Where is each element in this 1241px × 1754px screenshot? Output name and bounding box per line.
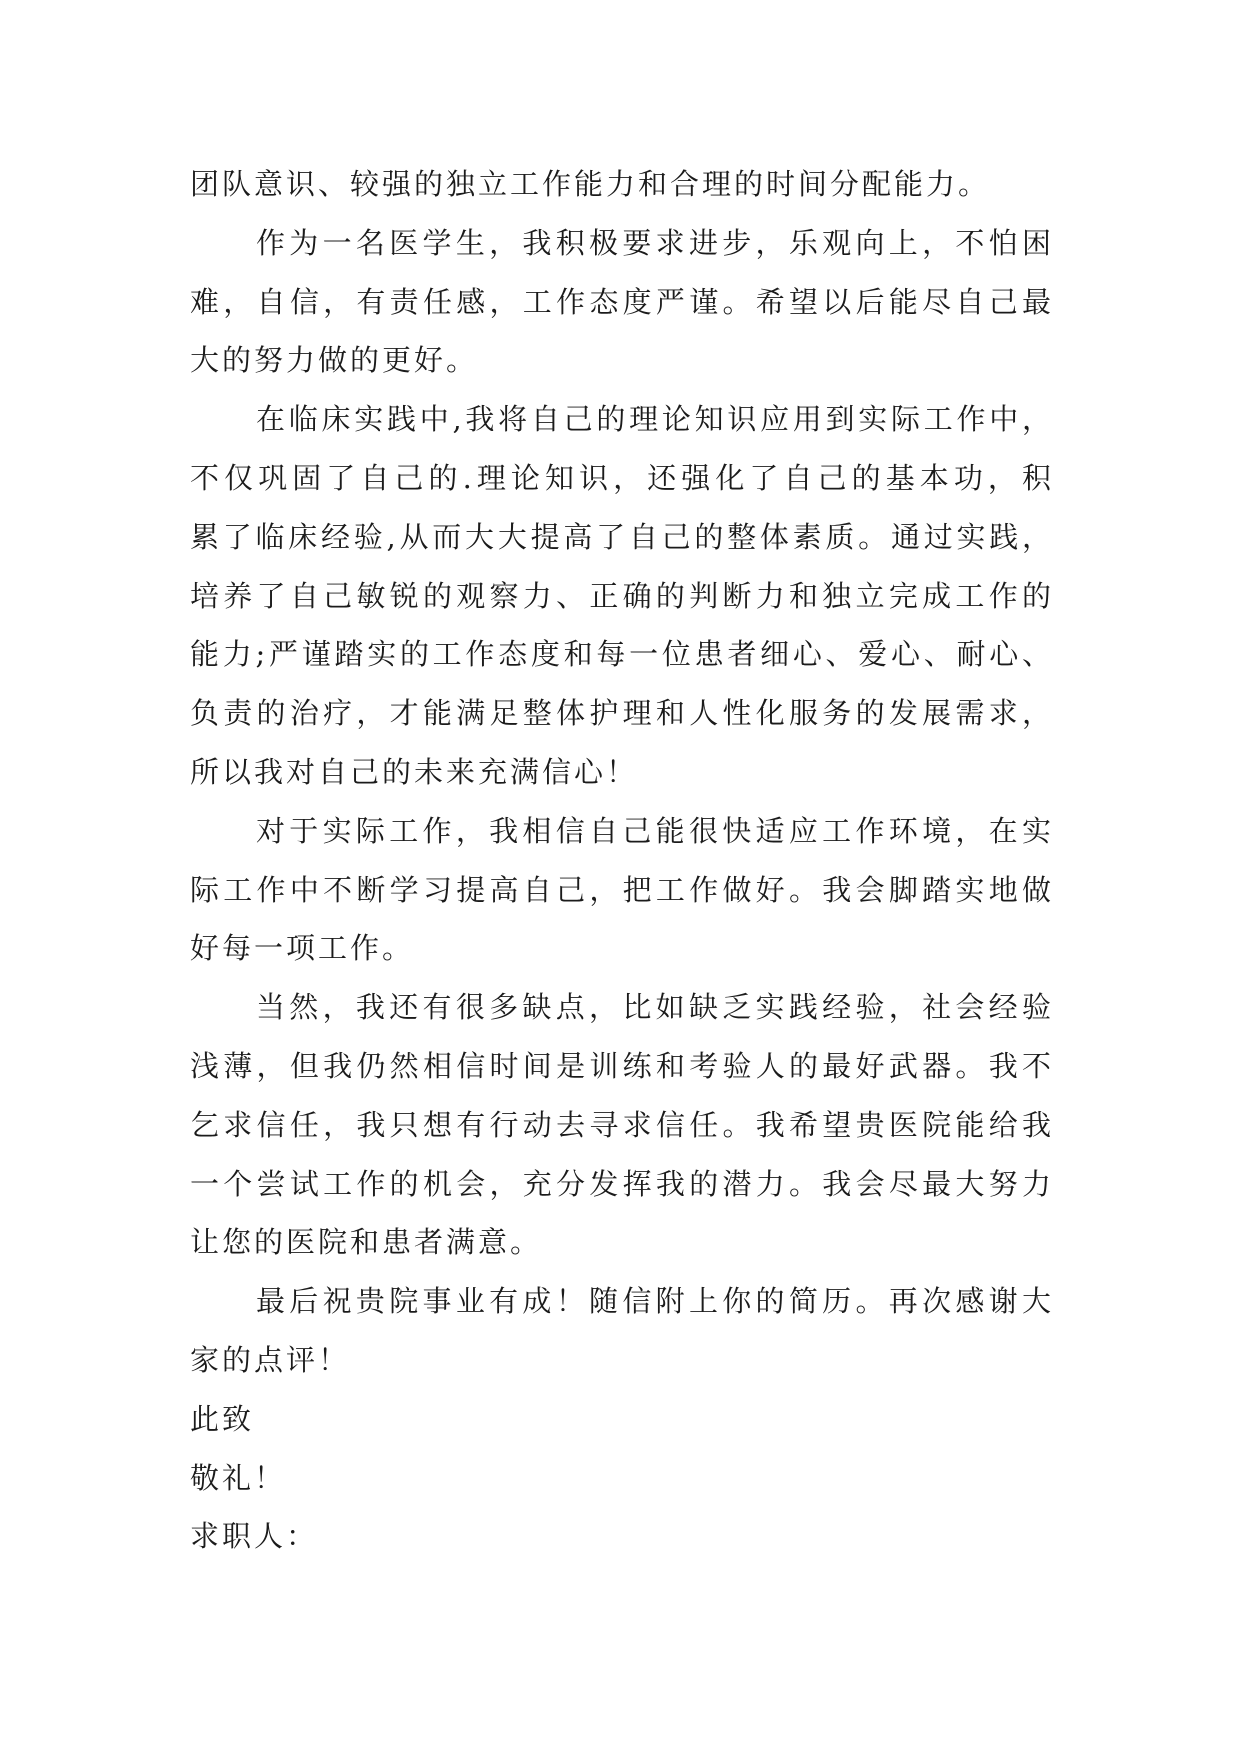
paragraph-work-attitude xyxy=(190,802,1054,978)
text-line: 团队意识、较强的独立工作能力和合理的时间分配能力。 xyxy=(190,167,991,201)
paragraph-clinical-practice xyxy=(190,390,1054,802)
text-line: 当然，我还有很多缺点，比如缺乏实践经验，社会经验 xyxy=(256,990,1054,1025)
text-line: 累了临床经验,从而大大提高了自己的整体素质。通过实践， xyxy=(190,519,1054,554)
text-line: 家的点评！ xyxy=(190,1342,351,1377)
text-line: 能力;严谨踏实的工作态度和每一位患者细心、爱心、耐心、 xyxy=(190,637,1054,672)
paragraph-self-assessment xyxy=(190,214,1054,390)
text-line: 培养了自己敏锐的观察力、正确的判断力和独立完成工作的 xyxy=(190,578,1054,613)
text-line: 不仅巩固了自己的.理论知识，还强化了自己的基本功，积 xyxy=(190,460,1054,495)
text-line: 作为一名医学生，我积极要求进步，乐观向上，不怕困 xyxy=(256,225,1054,260)
closing-regards: 敬礼！ xyxy=(190,1460,287,1495)
text-line: 让您的医院和患者满意。 xyxy=(190,1225,543,1260)
text-line: 在临床实践中,我将自己的理论知识应用到实际工作中， xyxy=(256,402,1054,437)
paragraph-continuation xyxy=(190,155,1054,214)
letter-body xyxy=(190,155,1054,1566)
text-line: 负责的治疗，才能满足整体护理和人性化服务的发展需求， xyxy=(190,696,1054,731)
text-line: 最后祝贵院事业有成！随信附上你的简历。再次感谢大 xyxy=(256,1284,1054,1319)
text-line: 大的努力做的更好。 xyxy=(190,343,479,378)
text-line: 际工作中不断学习提高自己，把工作做好。我会脚踏实地做 xyxy=(190,872,1054,907)
signature-label: 求职人： xyxy=(190,1519,319,1554)
paragraph-closing-wishes xyxy=(190,1272,1054,1390)
text-line: 对于实际工作，我相信自己能很快适应工作环境，在实 xyxy=(256,813,1054,848)
text-line: 一个尝试工作的机会，充分发挥我的潜力。我会尽最大努力 xyxy=(190,1166,1054,1201)
text-line: 所以我对自己的未来充满信心！ xyxy=(190,754,639,789)
text-line: 难，自信，有责任感，工作态度严谨。希望以后能尽自己最 xyxy=(190,284,1054,319)
text-line: 乞求信任，我只想有行动去寻求信任。我希望贵医院能给我 xyxy=(190,1107,1054,1142)
closing-salutation: 此致 xyxy=(190,1401,255,1436)
text-line: 浅薄，但我仍然相信时间是训练和考验人的最好武器。我不 xyxy=(190,1048,1054,1083)
paragraph-shortcomings xyxy=(190,978,1054,1272)
text-line: 好每一项工作。 xyxy=(190,931,415,966)
